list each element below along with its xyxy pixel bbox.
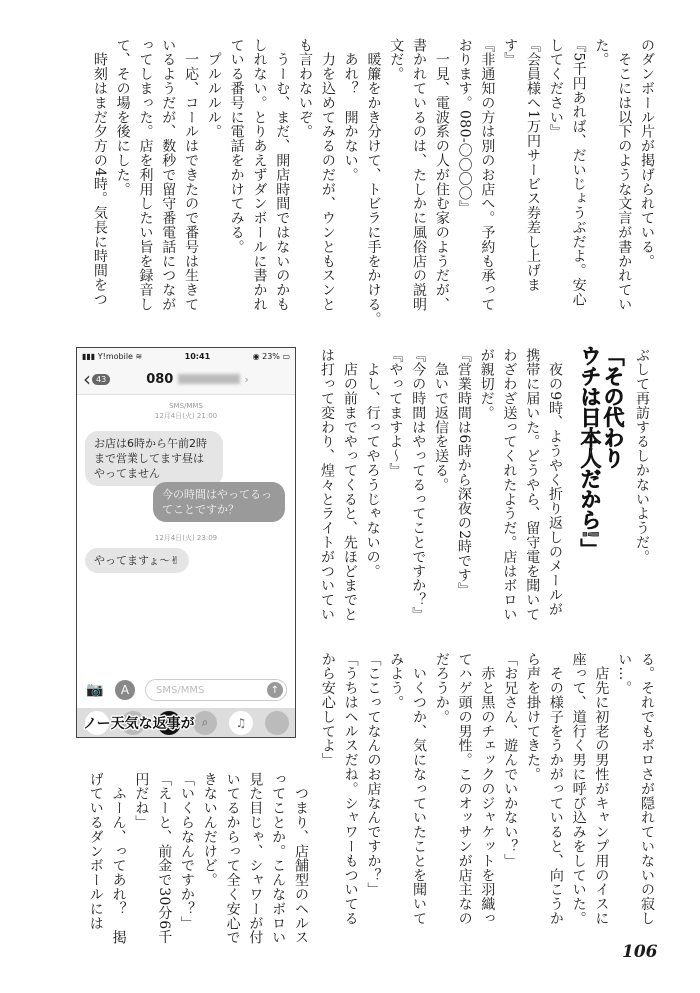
text-column: よし、行ってやろうじゃないの。 — [364, 348, 381, 579]
text-column: あれ？ 開かない。 — [342, 38, 359, 182]
text-column: 「ここってなんのお店なんですか？」 — [365, 652, 382, 897]
blurred-number — [178, 374, 240, 384]
text-column: 急いで返信を送る。 — [433, 348, 450, 492]
text-column: ら声を掛けてきた。 — [525, 652, 542, 782]
text-column: は打って変わり、煌々とライトがついてい — [319, 348, 336, 622]
text-column: 「えーと、前金で30分6千 — [156, 772, 173, 944]
unread-badge: 43 — [92, 374, 110, 385]
text-column: 夜の9時、ようやく折り返しのメールが — [547, 348, 563, 617]
text-column: おります。080-〇〇〇〇』 — [456, 38, 473, 216]
article-text-mid — [315, 348, 566, 638]
headline-line: ウチは日本人だから!」 — [578, 345, 602, 560]
text-column: その様子をうかがっていると、向こうか — [547, 652, 564, 926]
text-column: 「うちはヘルスだね。シャワーもついてる — [342, 652, 359, 926]
status-bar — [77, 348, 295, 364]
text-column: す』 — [502, 38, 519, 67]
chevron-right-icon[interactable]: › — [244, 372, 249, 386]
text-column: ってしまった。店を利用したい旨を録音し — [137, 38, 154, 312]
text-column: 書かれているのは、たしかに風俗店の説明 — [411, 38, 428, 312]
text-column: い…。 — [616, 652, 633, 696]
text-column: ている番号に電話をかけてみる。 — [228, 38, 245, 254]
camera-icon[interactable]: 📷 — [86, 682, 104, 698]
text-column: 店の前までやってくると、先ほどまでと — [341, 348, 358, 622]
text-column: 力を込めてみるのだが、ウンともスンと — [319, 38, 336, 312]
text-column: て、その場を後にした。 — [114, 38, 131, 197]
text-column: わざわざ送ってくれたようだ。店はボロい — [501, 348, 518, 622]
app-store-icon[interactable]: A — [115, 680, 135, 700]
text-column: 赤と黒のチェックのジャケットを羽織っ — [479, 652, 496, 926]
conversation-header — [77, 364, 295, 395]
text-column: 時刻はまだ夕方の4時。気長に時間をつ — [91, 38, 108, 307]
text-column: た。 — [593, 38, 610, 67]
text-column: 文だ。 — [388, 38, 405, 82]
page-number: 106 — [622, 942, 658, 962]
text-column: も言わないぞ。 — [297, 38, 314, 139]
headline-line: 「その代わり — [601, 345, 625, 468]
photo-caption: ノー天気な返事が — [83, 716, 195, 732]
text-column: 一応、コールはできたので番号は生きて — [183, 38, 200, 312]
timestamp: 12月4日(火) 21:00 — [154, 412, 218, 420]
lock-rotation-icon: ◉ — [252, 351, 263, 361]
text-column: 「いくらなんですか？」 — [178, 772, 195, 931]
clock: 10:41 — [184, 351, 211, 361]
battery-icon: ▭ — [282, 351, 290, 361]
text-column: 『5千円あれば、だいじょうぶだよ。安心 — [570, 38, 587, 307]
text-column: しれない。とりあえずダンボールに書かれ — [251, 38, 268, 312]
service-label: SMS/MMS — [169, 402, 203, 410]
phone-screenshot — [76, 347, 296, 738]
back-chevron-icon[interactable]: ‹ — [83, 367, 91, 391]
text-column: 店先に初老の男性がキャンプ用のイスに — [593, 652, 610, 926]
text-column: 『今の時間はやってるってことですか？』 — [410, 348, 427, 622]
text-column: そこには以下のような文言が書かれてい — [616, 38, 633, 312]
carrier: Y!mobile — [97, 351, 133, 361]
text-column: 『非通知の方は別のお店へ。予約も承って — [479, 38, 496, 312]
text-column: きないんだけど。 — [201, 772, 218, 888]
text-column: いるようだが、数秒で留守番電話につなが — [160, 38, 177, 312]
text-column: 円だね」 — [133, 772, 150, 830]
text-column: だろうか。 — [433, 652, 450, 724]
text-column: てハゲ頭の男性。このオッサンが店主なの — [456, 652, 473, 926]
send-arrow-icon[interactable]: ↑ — [267, 682, 283, 698]
text-column: から安心してよ」 — [319, 652, 336, 768]
text-column: 『やってますよ〜』 — [387, 348, 404, 478]
text-column: のダンボール片が掲げられている。 — [639, 38, 655, 269]
text-column: 見た目じゃ、シャワーが付 — [247, 772, 264, 945]
text-column: ふーん、ってあれ？ 掲 — [110, 772, 127, 945]
timestamp: 12月4日(火) 23:09 — [154, 534, 218, 542]
text-column: 「お兄さん、遊んでいかない？」 — [502, 652, 519, 868]
signal-icon: ▮▮▮ — [82, 351, 98, 361]
text-column: みよう。 — [388, 652, 405, 710]
text-column: が親切だ。 — [478, 348, 495, 420]
article-text-top — [88, 38, 658, 328]
text-column: つまり、店舗型のヘルス — [292, 772, 309, 945]
text-column: 『営業時間は6時から深夜の2時です』 — [455, 348, 472, 598]
article-text-bottom-left — [84, 772, 312, 945]
music-icon[interactable]: ♫ — [229, 711, 253, 735]
article-text-mid-first — [630, 348, 653, 638]
text-column: る。それでもボロさが隠れていないの寂し — [639, 652, 655, 926]
text-column: 暖簾をかき分けて、トビラに手をかける。 — [365, 38, 382, 326]
received-message: お店は6時から午前2時まで営業してます昼はやってません — [85, 431, 223, 486]
text-column: いてるからって全く安心で — [224, 772, 241, 945]
text-column: してください』 — [547, 38, 564, 139]
battery-percent: 23% — [262, 351, 280, 361]
text-column: プルルルル。 — [205, 38, 222, 139]
text-column: うーむ、まだ、開店時間ではないのかも — [274, 38, 291, 312]
text-column: 携帯に届いた。どうやら、留守電を聞いて — [524, 348, 541, 622]
text-column: 一見、電波系の人が住む家のようだが、 — [433, 38, 450, 312]
text-column: ってことか。こんなボロい — [270, 772, 287, 945]
text-column: ぶして再訪するしかないようだ。 — [634, 348, 650, 564]
text-column: 座って、道行く男に呼び込みをしていた。 — [570, 652, 587, 926]
search-images-icon[interactable]: ⌕ — [193, 711, 217, 735]
contact-number[interactable]: 080 — [146, 371, 174, 387]
text-column: 『会員様へ1万円サービス券差し上げま — [525, 38, 542, 293]
input-placeholder: SMS/MMS — [156, 684, 205, 696]
text-column: げているダンボールには — [87, 772, 104, 931]
received-message: やってますょ〜✌ — [85, 548, 189, 573]
text-column: いくつか、気になっていたことを聞いて — [411, 652, 428, 926]
message-input-bar — [77, 676, 295, 704]
app-icon[interactable] — [265, 711, 289, 735]
sent-message: 今の時間はやってるってことですか？ — [153, 482, 285, 522]
wifi-icon: ≋ — [135, 351, 143, 361]
article-text-bottom — [316, 652, 658, 942]
section-headline — [578, 345, 624, 559]
message-input[interactable] — [145, 679, 287, 701]
